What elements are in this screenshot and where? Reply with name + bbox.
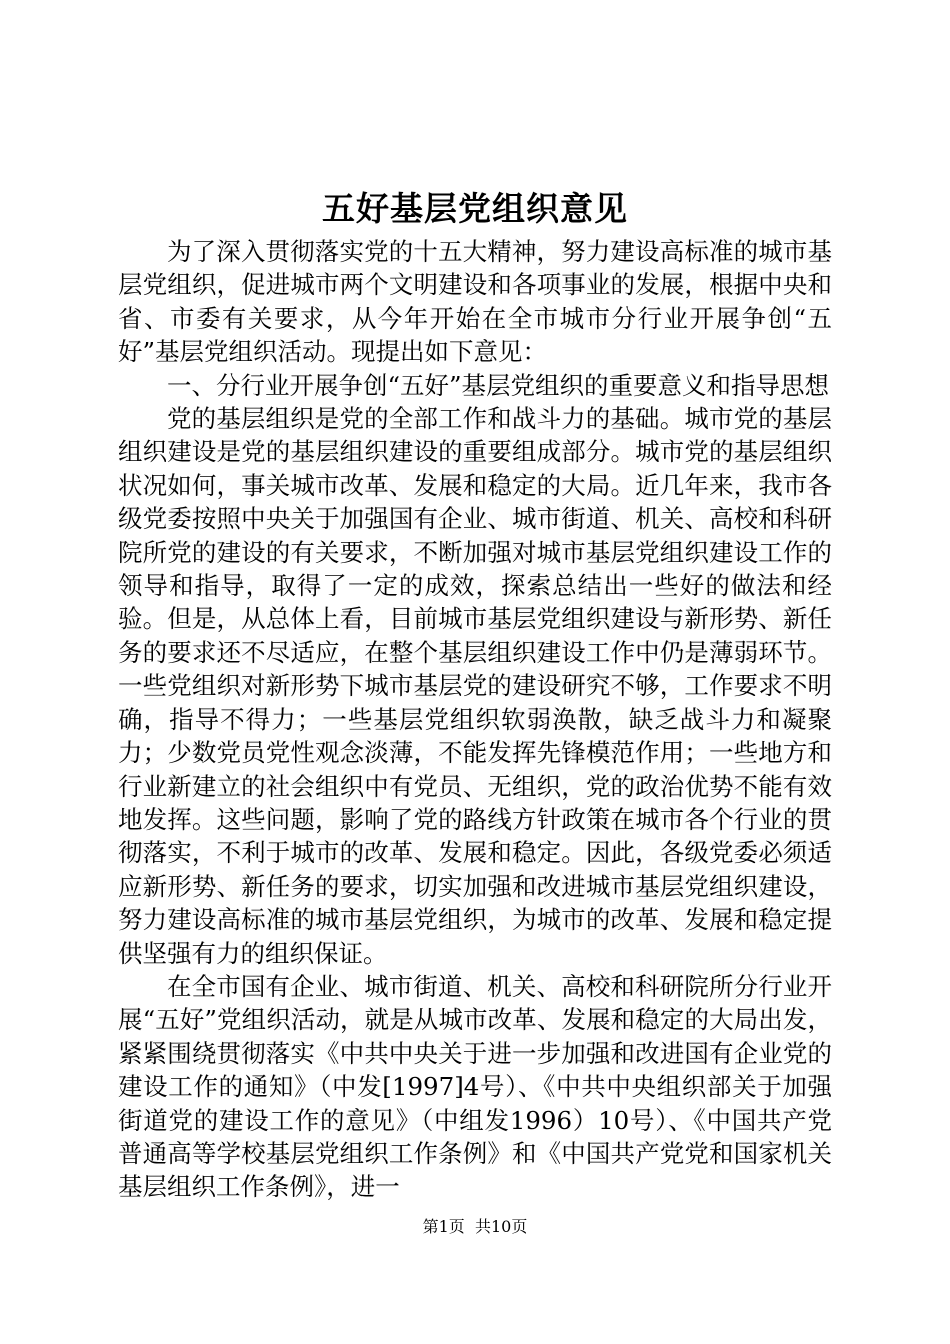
paragraph-importance: 党的基层组织是党的全部工作和战斗力的基础。城市党的基层组织建设是党的基层组织建设的重要组成部分。城市党的基层组织状况如何，事关城市改革、发展和稳定的大局。近几年来，我市各级党委按照中央关于加强国有企业、城市街道、机关、高校和科研院所党的建设的有关要求，不断加强对城市基层党组织建设工作的领导和指导，取得了一定的成效，探索总结出一些好的做法和经验。但是，从总体上看，目前城市基层党组织建设与新形势、新任务的要求还不尽适应，在整个基层组织建设工作中仍是薄弱环节。一些党组织对新形势下城市基层党的建设研究不够，工作要求不明确，指导不得力；一些基层党组织软弱涣散，缺乏战斗力和凝聚力；少数党员党性观念淡薄，不能发挥先锋模范作用；一些地方和行业新建立的社会组织中有党员、无组织，党的政治优势不能有效地发挥。这些问题，影响了党的路线方针政策在城市各个行业的贯彻落实，不利于城市的改革、发展和稳定。因此，各级党委必须适应新形势、新任务的要求，切实加强和改进城市基层党组织建设，努力建设高标准的城市基层党组织，为城市的改革、发展和稳定提供坚强有力的组织保证。 bbox=[118, 404, 832, 968]
page-number: 第1页 bbox=[422, 1217, 465, 1236]
document-title: 五好基层党组织意见 bbox=[322, 189, 628, 228]
section-heading-1: 一、分行业开展争创“五好”基层党组织的重要意义和指导思想 bbox=[167, 370, 830, 400]
document-body bbox=[118, 235, 832, 1204]
page-footer bbox=[0, 1216, 950, 1238]
paragraph-intro: 为了深入贯彻落实党的十五大精神，努力建设高标准的城市基层党组织，促进城市两个文明建设和各项事业的发展，根据中央和省、市委有关要求，从今年开始在全市城市分行业开展争创“五好”基层党组织活动。现提出如下意见： bbox=[118, 237, 832, 367]
page-total: 共10页 bbox=[474, 1217, 528, 1236]
paragraph-activity: 在全市国有企业、城市街道、机关、高校和科研院所分行业开展“五好”党组织活动，就是从城市改革、发展和稳定的大局出发，紧紧围绕贯彻落实《中共中央关于进一步加强和改进国有企业党的建设工作的通知》（中发[1997]4号）、《中共中央组织部关于加强街道党的建设工作的意见》（中组发1996）10号）、《中国共产党普通高等学校基层党组织工作条例》和《中国共产党党和国家机关基层组织工作条例》，进一 bbox=[118, 971, 832, 1202]
